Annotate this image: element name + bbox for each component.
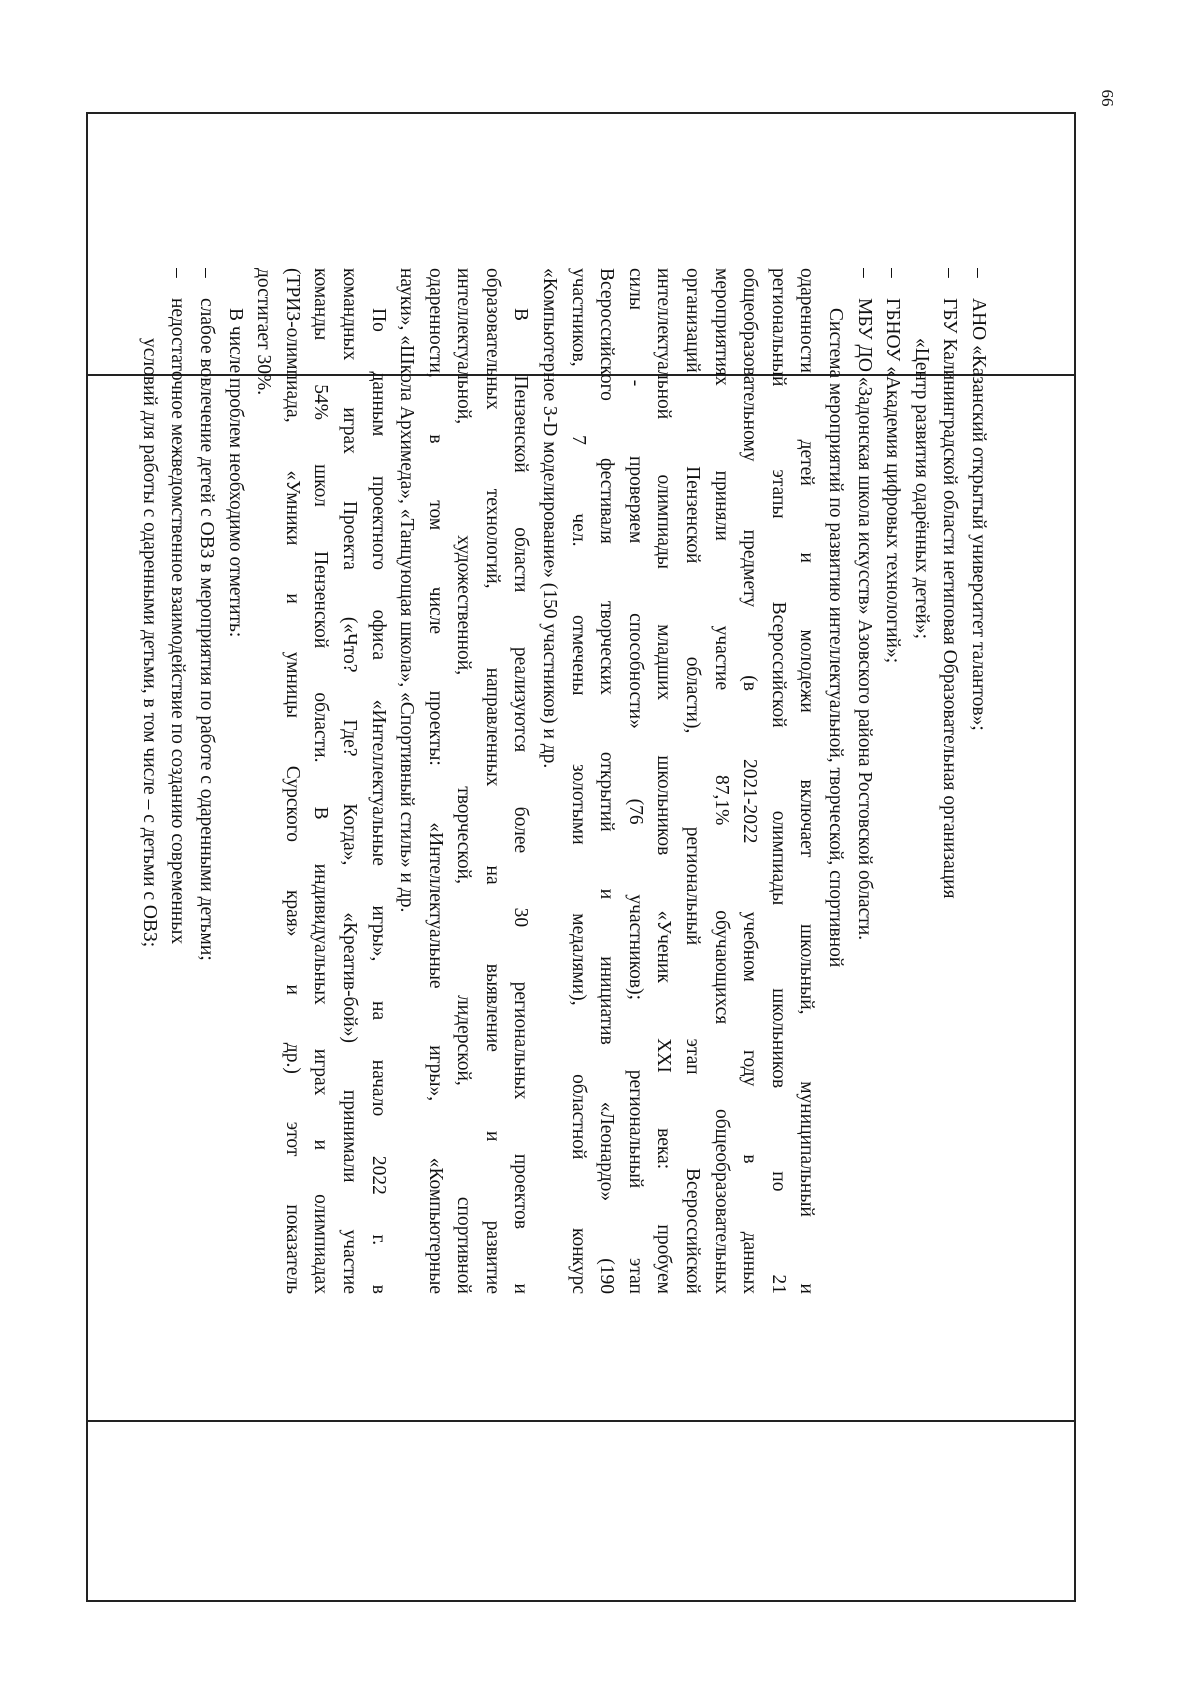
text-line-content: МБУ ДО «Задонская школа искусств» Азовского района Ростовской области. xyxy=(853,298,875,941)
text-line xyxy=(277,268,306,1294)
text-line-content: АНО «Казанский открытый университет талантов»; xyxy=(968,298,989,731)
text-line-content: одаренности детей и молодежи включает школьный, муниципальный и xyxy=(796,268,818,1294)
text-line-content: организаций Пензенской области), региональный этап Всероссийской xyxy=(682,268,704,1294)
text-line xyxy=(191,268,220,1294)
text-line-content: Система мероприятий по развитию интеллектуальной, творческой, спортивной xyxy=(825,308,847,968)
text-line xyxy=(649,268,678,1294)
text-line xyxy=(535,268,564,1294)
text-line-content: ГБУ Калининградской области нетиповая Образовательная организация xyxy=(939,298,961,899)
text-line-content: «Центр развития одарённых детей»; xyxy=(910,338,932,639)
text-line xyxy=(220,268,249,1294)
text-line xyxy=(820,268,849,1294)
text-line xyxy=(363,268,392,1294)
text-line-content: силы - проверяем способности» (76 участников); региональный этап xyxy=(624,268,646,1294)
page-number: 66 xyxy=(1098,89,1117,107)
text-line-content: одаренности, в том числе проекты: «Интеллектуальные игры», «Компьютерные xyxy=(424,268,446,1294)
text-line xyxy=(620,268,649,1294)
text-line xyxy=(392,268,421,1294)
text-line-content: участников, 7 чел. отмечены золотыми медалями), областной конкурс xyxy=(567,268,589,1294)
text-line xyxy=(334,268,363,1294)
text-line-content: образовательных технологий, направленных на выявление и развитие xyxy=(481,268,503,1294)
text-line-content: слабое вовлечение детей с ОВЗ в мероприятия по работе с одаренными детьми; xyxy=(195,298,217,961)
text-line xyxy=(792,268,821,1294)
text-line xyxy=(306,268,335,1294)
text-line xyxy=(163,268,192,1294)
text-line xyxy=(963,268,992,1294)
text-line xyxy=(506,268,535,1294)
text-line-content: науки», «Школа Архимеда», «Танцующая школа», «Спортивный стиль» и др. xyxy=(396,268,418,913)
text-line-content: региональный этапы Всероссийской олимпиады школьников по 21 xyxy=(767,268,789,1294)
text-line xyxy=(906,268,935,1294)
list-bullet-dash: – xyxy=(968,268,989,278)
text-line-content: «Компьютерное 3-D моделирование» (150 участников) и др. xyxy=(539,268,561,769)
text-line xyxy=(763,268,792,1294)
list-bullet-dash: – xyxy=(939,268,961,278)
text-line-content: достигает 30%. xyxy=(253,268,275,396)
table-cell-text xyxy=(92,260,992,1304)
list-bullet-dash: – xyxy=(882,268,904,278)
list-bullet-dash: – xyxy=(167,268,189,278)
text-line-content: интеллектуальной, художественной, творческой, лидерской, спортивной xyxy=(453,268,475,1294)
text-line-content: В числе проблем необходимо отметить: xyxy=(224,308,246,638)
text-line xyxy=(449,268,478,1294)
text-line-content: недостаточное межведомственное взаимодействие по созданию современных xyxy=(167,298,189,945)
list-bullet-dash: – xyxy=(853,268,875,278)
text-line xyxy=(563,268,592,1294)
text-line xyxy=(592,268,621,1294)
text-line xyxy=(878,268,907,1294)
text-line xyxy=(849,268,878,1294)
text-line-content: По данным проектного офиса «Интеллектуальные игры», на начало 2022 г. в xyxy=(367,308,389,1294)
table-row-divider-bottom xyxy=(88,1420,1074,1422)
text-line-content: В Пензенской области реализуются более 30 региональных проектов и xyxy=(510,308,532,1294)
text-line xyxy=(477,268,506,1294)
text-line xyxy=(134,268,163,1294)
text-line xyxy=(735,268,764,1294)
text-line-content: команды 54% школ Пензенской области. В индивидуальных играх и олимпиадах xyxy=(310,268,332,1294)
text-line-content: ГБНОУ «Академия цифровых технологий»; xyxy=(882,298,904,664)
list-bullet-dash: – xyxy=(195,268,217,278)
text-line xyxy=(249,268,278,1294)
text-line xyxy=(935,268,964,1294)
text-line-content: интеллектуальной олимпиады младших школьников «Ученик XXI века: пробуем xyxy=(653,268,675,1294)
text-line-content: командных играх Проекта («Что? Где? Когда», «Креатив-бой») принимали участие xyxy=(338,268,360,1294)
text-line xyxy=(420,268,449,1294)
text-line-content: общеобразовательному предмету (в 2021-2022 учебном году в данных xyxy=(739,268,761,1294)
text-line-content: условий для работы с одаренными детьми, в том числе – с детьми с ОВЗ; xyxy=(138,338,160,948)
text-line-content: мероприятиях приняли участие 87,1% обучающихся общеобразовательных xyxy=(710,268,732,1294)
text-line-content: (ТРИЗ-олимпиада, «Умники и умницы Сурского края» и др.) этот показатель xyxy=(281,268,303,1294)
text-line-content: Всероссийского фестиваля творческих открытий и инициатив «Леонардо» (190 xyxy=(596,268,618,1294)
text-line xyxy=(677,268,706,1294)
text-line xyxy=(706,268,735,1294)
